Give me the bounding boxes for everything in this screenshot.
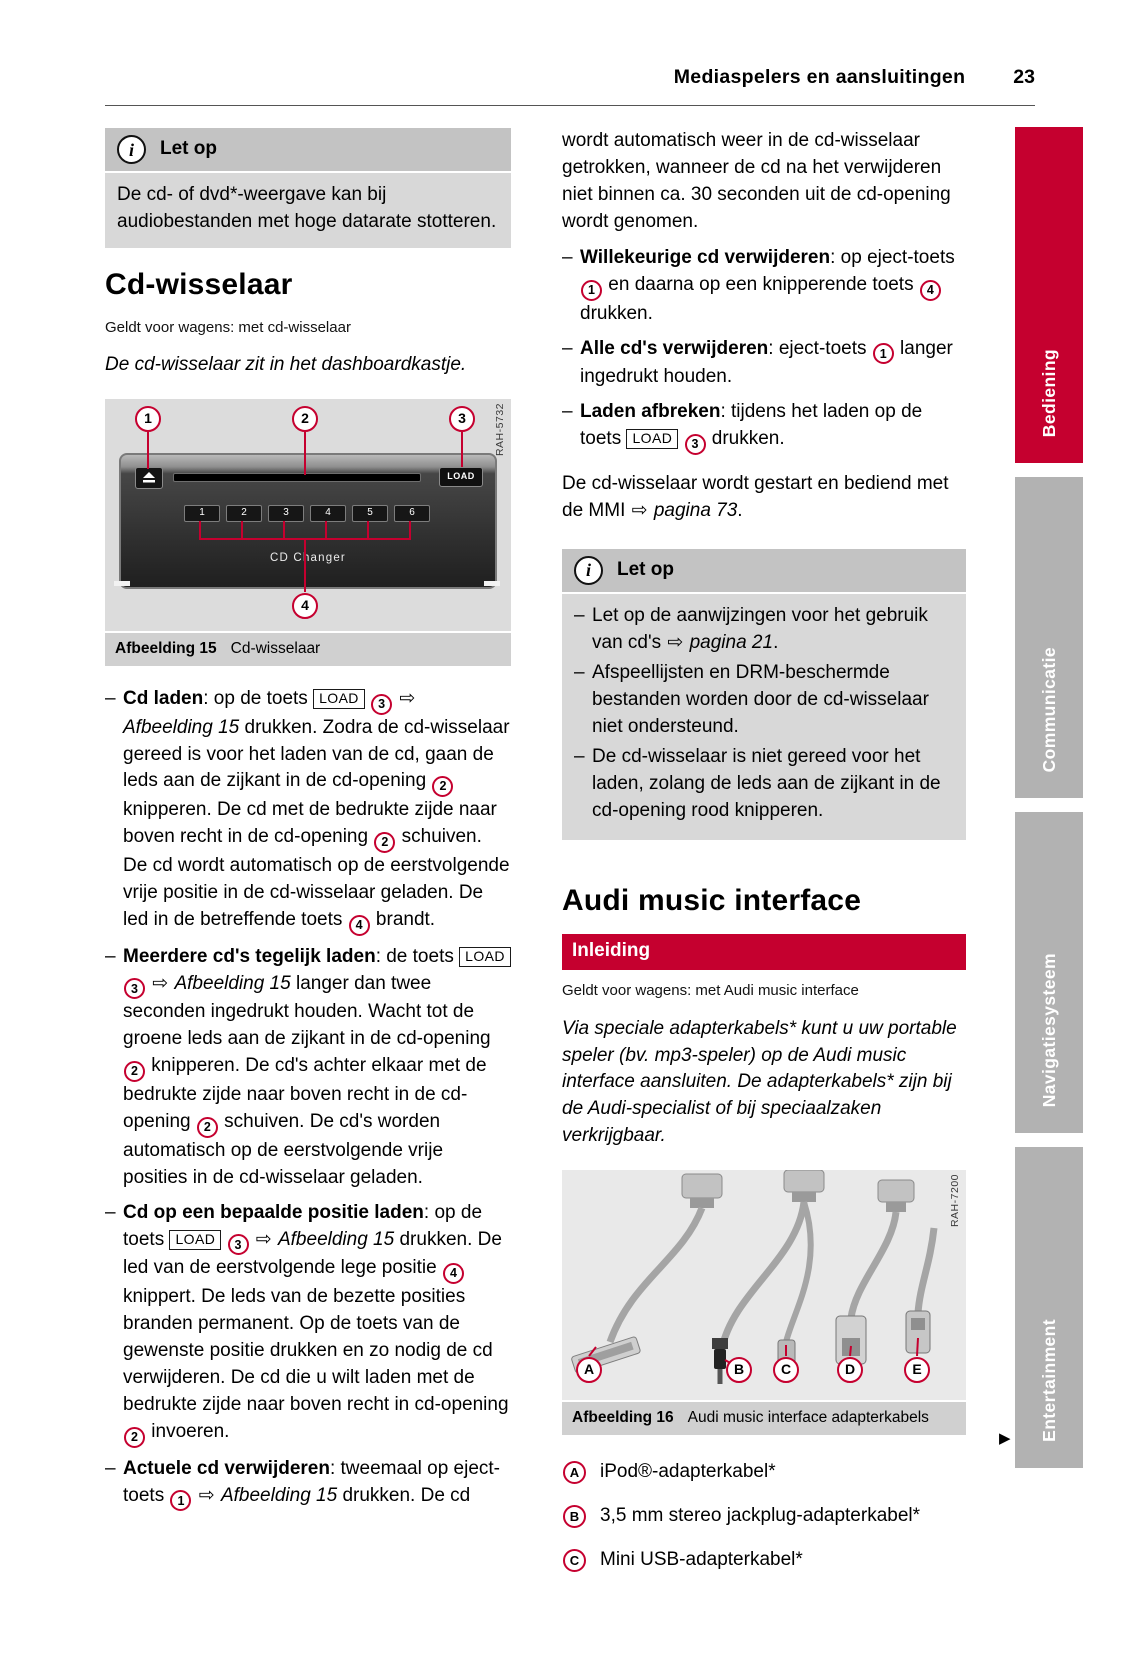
side-tab-label: Bediening <box>1038 348 1059 437</box>
adapter-letter: B <box>563 1505 586 1528</box>
reference-arrow-icon: ⇨ <box>255 1228 272 1250</box>
figure-caption-label: Afbeelding 16 <box>572 1409 674 1427</box>
note-title: Let op <box>617 558 674 580</box>
right-column <box>562 128 966 1591</box>
figure-callout-4: 4 <box>292 593 318 619</box>
section-intro: Via speciale adapterkabels* kunt u uw portable speler (bv. mp3-speler) op de Audi music interface aansluiten. De adapterkabels* zijn bij de Audi-specialist of bij speciaalzaken verkrijgbaar. <box>562 1017 957 1147</box>
text-run: Let op de aanwijzingen voor het gebruik van cd's <box>592 604 928 653</box>
keycap-label: LOAD <box>626 429 678 449</box>
inline-callout-ref: 3 <box>124 978 145 999</box>
load-button-graphic: LOAD <box>439 467 483 487</box>
side-tab-label: Entertainment <box>1038 1319 1059 1442</box>
text-run: pagina 21 <box>689 631 774 653</box>
text-run: brandt. <box>370 908 436 930</box>
inline-callout-ref: 3 <box>228 1234 249 1255</box>
adapter-cables-illustration <box>562 1170 966 1400</box>
info-icon: i <box>574 556 603 585</box>
inline-callout-ref: 4 <box>349 915 370 936</box>
reference-arrow-icon: ⇨ <box>667 631 684 653</box>
subsection-bar-inleiding: Inleiding <box>562 934 966 970</box>
inline-callout-ref: 3 <box>685 434 706 455</box>
list-item-text <box>123 944 511 1192</box>
cd-changer-illustration <box>105 399 511 631</box>
text-run: : op eject-toets <box>830 246 955 268</box>
inline-callout-ref: 1 <box>170 1490 191 1511</box>
cd-instructions-list <box>105 686 511 1512</box>
list-item <box>105 1456 511 1512</box>
position-button-6: 6 <box>394 505 430 522</box>
section-heading-cd-wisselaar: Cd-wisselaar <box>105 267 293 301</box>
figure-16 <box>562 1170 966 1435</box>
text-run: Actuele cd verwijderen <box>123 1457 330 1479</box>
figure-callout-C: C <box>773 1357 799 1383</box>
list-item-text <box>123 686 511 936</box>
info-icon: i <box>117 135 146 164</box>
figure-caption-label: Afbeelding 15 <box>115 639 217 657</box>
note-box-header <box>562 549 966 594</box>
list-item-text <box>123 1200 511 1448</box>
adapter-item <box>562 1459 966 1486</box>
text-run: De cd-wisselaar is niet gereed voor het laden, zolang de leds aan de zijkant in de cd-opening rood knipperen. <box>592 745 941 821</box>
figure-15 <box>105 399 511 666</box>
inline-callout-ref: 2 <box>374 832 395 853</box>
inline-callout-ref: 2 <box>124 1427 145 1448</box>
text-run: Laden afbreken <box>580 401 721 423</box>
position-button-1: 1 <box>184 505 220 522</box>
text-run: Meerdere cd's tegelijk laden <box>123 945 376 967</box>
continuation-paragraph: wordt automatisch weer in de cd-wisselaar getrokken, wanneer de cd na het verwijderen niet binnen ca. 30 seconden uit de cd-opening wordt genomen. <box>562 130 951 232</box>
text-run: Afbeelding 15 <box>123 716 240 738</box>
text-run: drukken. De cd <box>337 1484 471 1506</box>
note-item-text <box>592 603 954 657</box>
list-item <box>562 245 966 328</box>
text-run: drukken. <box>580 302 653 324</box>
text-run <box>221 1229 226 1250</box>
note-item-text <box>592 744 954 825</box>
page-header <box>105 64 1035 106</box>
adapter-item <box>562 1503 966 1530</box>
figure-callout-2: 2 <box>292 406 318 432</box>
keycap-label: LOAD <box>459 947 511 967</box>
position-button-4: 4 <box>310 505 346 522</box>
list-item-text <box>580 399 966 455</box>
figure-callout-A: A <box>576 1357 602 1383</box>
text-run: en daarna op een knipperende toets <box>603 273 919 295</box>
reference-arrow-icon: ⇨ <box>399 687 416 709</box>
text-run: Afbeelding 15 <box>277 1228 395 1250</box>
adapter-label: iPod®-adapterkabel* <box>600 1461 776 1483</box>
figure-16-caption <box>562 1402 966 1435</box>
note-title: Let op <box>160 138 217 160</box>
inline-callout-ref: 3 <box>371 694 392 715</box>
text-run: . <box>773 631 779 653</box>
text-run: drukken. <box>706 428 785 450</box>
note-item <box>574 603 954 657</box>
text-run: Afbeelding 15 <box>174 972 291 994</box>
text-run: De cd-wisselaar wordt gestart en bediend met de MMI <box>562 473 949 521</box>
applies-to-note: Geldt voor wagens: met cd-wisselaar <box>105 318 351 336</box>
figure-15-caption <box>105 633 511 666</box>
reference-arrow-icon: ⇨ <box>152 972 169 994</box>
side-tab-navigatiesysteem <box>1015 812 1083 1133</box>
section-heading-audi-music-interface: Audi music interface <box>562 883 862 917</box>
side-tab-bediening <box>1015 127 1083 463</box>
inline-callout-ref: 4 <box>920 280 941 301</box>
text-run: : de toets <box>375 945 460 967</box>
figure-caption-text: Cd-wisselaar <box>230 639 321 657</box>
text-run: : tijdens het laden op de toets <box>580 401 923 450</box>
text-run: Afbeelding 15 <box>220 1484 338 1506</box>
adapter-list <box>562 1459 966 1574</box>
text-run: Willekeurige cd verwijderen <box>580 246 831 268</box>
figure-callout-1: 1 <box>135 406 161 432</box>
reference-arrow-icon: ⇨ <box>198 1484 215 1506</box>
note-item-text <box>592 660 954 741</box>
adapter-item <box>562 1547 966 1574</box>
adapter-label: Mini USB-adapterkabel* <box>600 1549 803 1571</box>
text-run: Cd op een bepaalde positie laden <box>123 1201 424 1223</box>
list-item <box>105 686 511 936</box>
adapter-label: 3,5 mm stereo jackplug-adapterkabel* <box>600 1505 921 1527</box>
keycap-label: LOAD <box>313 689 365 709</box>
text-run: knippert. De leds van de bezette posities branden permanent. Op de toets van de gewenste positie drukken en zo nodig de cd verwijderen. De cd die u wilt laden met de bedrukte zijde naar boven recht in cd-opening <box>123 1286 509 1416</box>
note-item <box>574 744 954 825</box>
text-run: schuiven. De cd wordt automatisch op de eerstvolgende vrije positie in de cd-wisselaar geladen. De led in de betreffende toets <box>123 826 510 930</box>
continuation-arrow-icon: ▶ <box>999 1430 1011 1447</box>
text-run <box>192 1485 197 1506</box>
keycap-label: LOAD <box>169 1230 221 1250</box>
text-run: schuiven. De cd's worden automatisch op de eerstvolgende vrije posities in de cd-wisselaar geladen. <box>123 1111 444 1188</box>
inline-callout-ref: 2 <box>124 1061 145 1082</box>
text-run: knipperen. De cd's achter elkaar met de bedrukte zijde naar boven recht in de cd-opening <box>123 1055 487 1133</box>
page-title: Mediaspelers en aansluitingen <box>673 66 966 88</box>
left-column <box>105 128 511 1519</box>
cd-remove-list <box>562 245 966 455</box>
note-body <box>562 594 966 840</box>
text-run <box>678 428 683 449</box>
text-run: pagina 73 <box>653 499 738 521</box>
text-run: drukken. De led van de eerstvolgende lege positie <box>123 1228 502 1279</box>
text-run <box>250 1229 255 1250</box>
note-box-header <box>105 128 511 173</box>
position-button-5: 5 <box>352 505 388 522</box>
inline-callout-ref: 1 <box>873 343 894 364</box>
text-run: knipperen. De cd met de bedrukte zijde naar boven recht in de cd-opening <box>123 799 497 848</box>
note-box-caution-2 <box>562 549 966 840</box>
text-run: Alle cd's verwijderen <box>580 337 769 359</box>
adapter-letter: A <box>563 1461 586 1484</box>
note-box-caution <box>105 128 511 248</box>
inline-callout-ref: 2 <box>197 1117 218 1138</box>
note-body: De cd- of dvd*-weergave kan bij audiobestanden met hoge datarate stotteren. <box>105 173 511 248</box>
applies-to-note: Geldt voor wagens: met Audi music interface <box>562 982 859 1000</box>
side-tab-entertainment <box>1015 1147 1083 1468</box>
adapter-letter: C <box>563 1549 586 1572</box>
reference-arrow-icon: ⇨ <box>631 499 648 521</box>
figure-caption-text: Audi music interface adapterkabels <box>687 1409 929 1427</box>
section-intro: De cd-wisselaar zit in het dashboardkastje. <box>105 353 467 375</box>
figure-callout-3: 3 <box>449 406 475 432</box>
list-item-text <box>580 336 966 392</box>
text-run: invoeren. <box>146 1421 230 1443</box>
side-tab-communicatie <box>1015 477 1083 798</box>
text-run: : op de toets <box>203 687 314 709</box>
text-run <box>365 688 370 709</box>
list-item <box>105 944 511 1192</box>
text-run: Afspeellijsten en DRM-beschermde bestanden worden door de cd-wisselaar niet ondersteund. <box>592 661 929 737</box>
list-item-text <box>580 245 966 328</box>
list-item <box>562 336 966 392</box>
list-item-text <box>123 1456 511 1512</box>
figure-ref-code: RAH-7200 <box>949 1174 962 1228</box>
text-run: : op de toets <box>123 1201 483 1250</box>
text-run: drukken. Zodra de cd-wisselaar gereed is voor het laden van de cd, gaan de leds aan de zijkant in de cd-opening <box>123 716 510 792</box>
note-item <box>574 660 954 741</box>
figure-callout-B: B <box>726 1357 752 1383</box>
position-button-2: 2 <box>226 505 262 522</box>
figure-callout-E: E <box>904 1357 930 1383</box>
page-number: 23 <box>1013 66 1035 88</box>
figure-callout-D: D <box>837 1357 863 1383</box>
mmi-paragraph <box>562 471 966 525</box>
text-run: langer dan twee seconden ingedrukt houden. Wacht tot de groene leds aan de zijkant in de cd-opening <box>123 972 491 1050</box>
list-item <box>562 399 966 455</box>
figure-ref-code: RAH-5732 <box>494 402 507 456</box>
text-run: . <box>737 499 743 521</box>
inline-callout-ref: 2 <box>432 776 453 797</box>
text-run: langer ingedrukt houden. <box>580 337 953 388</box>
device-label: CD Changer <box>270 551 346 564</box>
text-run: : eject-toets <box>768 337 872 359</box>
side-tab-label: Communicatie <box>1038 646 1059 772</box>
text-run: : tweemaal op eject-toets <box>123 1457 500 1506</box>
inline-callout-ref: 4 <box>443 1263 464 1284</box>
list-item <box>105 1200 511 1448</box>
side-tab-label: Navigatiesysteem <box>1038 952 1059 1107</box>
text-run: Cd laden <box>123 687 204 709</box>
position-button-3: 3 <box>268 505 304 522</box>
inline-callout-ref: 1 <box>581 280 602 301</box>
